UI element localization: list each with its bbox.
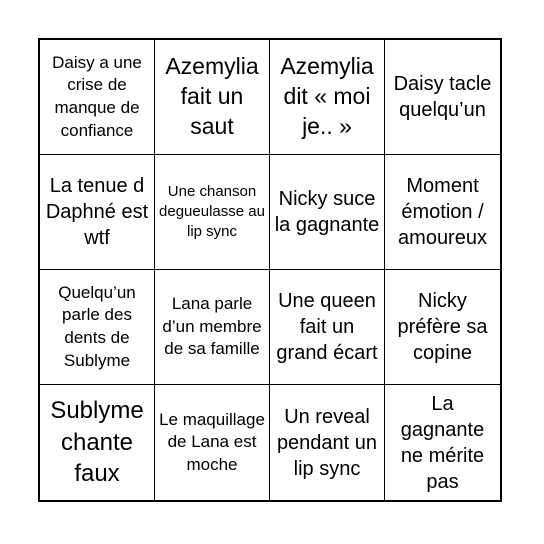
- bingo-cell-text: Quelqu’un parle des dents de Sublyme: [58, 282, 136, 370]
- bingo-cell-text: Une queen fait un grand écart: [276, 290, 378, 364]
- bingo-cell[interactable]: [155, 40, 270, 155]
- bingo-cell[interactable]: [270, 40, 385, 155]
- bingo-cell-text: La tenue d Daphné est wtf: [45, 175, 149, 249]
- bingo-cell-text: Daisy a une crise de manque de confiance: [52, 52, 142, 140]
- bingo-cell-text: Le maquillage de Lana est moche: [159, 409, 265, 474]
- bingo-cell[interactable]: [155, 270, 270, 385]
- bingo-cell[interactable]: [385, 270, 500, 385]
- bingo-cell-text: Nicky préfère sa copine: [397, 290, 488, 364]
- bingo-cell-text: Un reveal pendant un lip sync: [276, 405, 378, 480]
- bingo-cell-text: Nicky suce la gagnante: [274, 188, 380, 236]
- bingo-cell[interactable]: [40, 385, 155, 500]
- bingo-cell[interactable]: [270, 270, 385, 385]
- bingo-cell-text: Moment émotion / amoureux: [398, 175, 487, 249]
- bingo-cell[interactable]: [385, 40, 500, 155]
- bingo-cell[interactable]: [155, 155, 270, 270]
- bingo-cell-text: Sublyme chante faux: [50, 396, 144, 488]
- bingo-cell-text: La gagnante ne mérite pas: [400, 392, 485, 493]
- bingo-cell-text: Azemylia fait un saut: [165, 53, 259, 139]
- bingo-cell[interactable]: [155, 385, 270, 500]
- bingo-cell[interactable]: [270, 385, 385, 500]
- bingo-cell-text: Azemylia dit « moi je.. »: [280, 53, 374, 139]
- bingo-board: [38, 38, 502, 502]
- bingo-cell[interactable]: [385, 385, 500, 500]
- bingo-cell[interactable]: [385, 155, 500, 270]
- bingo-cell[interactable]: [40, 270, 155, 385]
- bingo-cell[interactable]: [40, 155, 155, 270]
- bingo-cell-text: Lana parle d’un membre de sa famille: [162, 294, 262, 359]
- bingo-cell-text: Daisy tacle quelqu’un: [393, 73, 492, 121]
- bingo-cell-text: Une chanson degueulasse au lip sync: [159, 182, 265, 241]
- bingo-cell[interactable]: [40, 40, 155, 155]
- bingo-cell[interactable]: [270, 155, 385, 270]
